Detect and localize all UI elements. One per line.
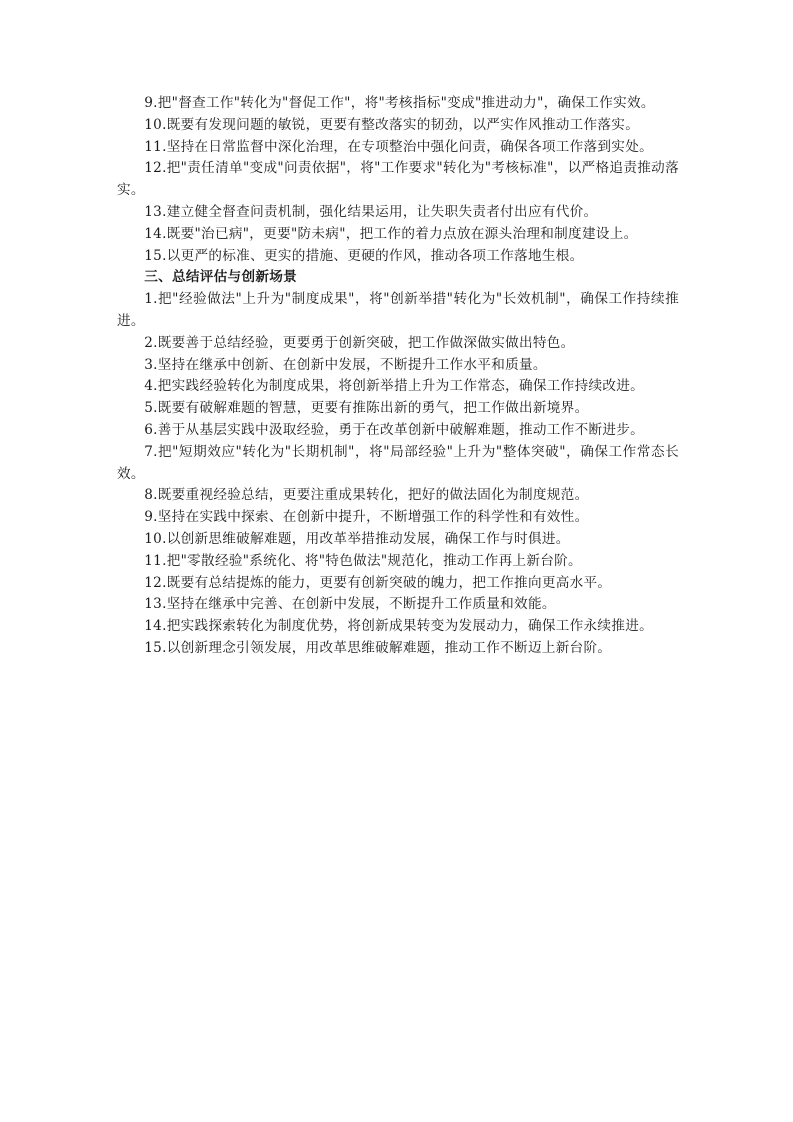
section2-item-12: 12.把"责任清单"变成"问责依据"，将"工作要求"转化为"考核标准"，以严格追责推动落实。 [117,160,679,199]
section3-item-1: 1.把"经验做法"上升为"制度成果"，将"创新举措"转化为"长效机制"，确保工作持续推进。 [117,291,679,329]
section2-item-10: 10.既要有发现问题的敏锐，更要有整改落实的韧劲，以严实作风推动工作落实。 [144,116,640,133]
section3-item-5: 5.既要有破解难题的智慧，更要有推陈出新的勇气，把工作做出新境界。 [144,400,589,417]
section2-item-11: 11.坚持在日常监督中深化治理，在专项整治中强化问责，确保各项工作落到实处。 [144,138,653,155]
section2-item-14: 14.既要"治已病"，更要"防未病"，把工作的着力点放在源头治理和制度建设上。 [144,225,638,242]
document-body [117,93,679,660]
section3-item-10: 10.以创新思维破解难题，用改革举措推动发展，确保工作与时俱进。 [144,530,570,547]
section3-item-12: 12.既要有总结提炼的能力，更要有创新突破的魄力，把工作推向更高水平。 [144,574,612,591]
section3-item-3: 3.坚持在继承中创新、在创新中发展，不断提升工作水平和质量。 [144,356,547,373]
section2-item-13: 13.建立健全督查问责机制，强化结果运用，让失职失责者付出应有代价。 [144,203,598,220]
section3-heading: 三、总结评估与创新场景 [144,269,298,286]
section3-item-6: 6.善于从基层实践中汲取经验，勇于在改革创新中破解难题，推动工作不断进步。 [144,421,645,438]
section3-item-14: 14.把实践探索转化为制度优势，将创新成果转变为发展动力，确保工作永续推进。 [144,618,653,635]
section3-item-9: 9.坚持在实践中探索、在创新中提升，不断增强工作的科学性和有效性。 [144,509,589,526]
section3-item-11: 11.把"零散经验"系统化、将"特色做法"规范化，推动工作再上新台阶。 [144,552,582,569]
section3-item-2: 2.既要善于总结经验，更要勇于创新突破，把工作做深做实做出特色。 [144,334,575,351]
section3-item-7: 7.把"短期效应"转化为"长期机制"，将"局部经验"上升为"整体突破"，确保工作常态长效。 [117,443,679,482]
section2-item-9: 9.把"督查工作"转化为"督促工作"，将"考核指标"变成"推进动力"，确保工作实效。 [144,95,655,111]
section3-item-15: 15.以创新理念引领发展，用改革思维破解难题，推动工作不断迈上新台阶。 [144,639,612,656]
section3-item-8: 8.既要重视经验总结，更要注重成果转化，把好的做法固化为制度规范。 [144,487,589,504]
section3-item-4: 4.把实践经验转化为制度成果，将创新举措上升为工作常态，确保工作持续改进。 [144,378,645,395]
section3-item-13: 13.坚持在继承中完善、在创新中发展，不断提升工作质量和效能。 [144,596,556,613]
section2-item-15: 15.以更严的标准、更实的措施、更硬的作风，推动各项工作落地生根。 [144,247,584,264]
